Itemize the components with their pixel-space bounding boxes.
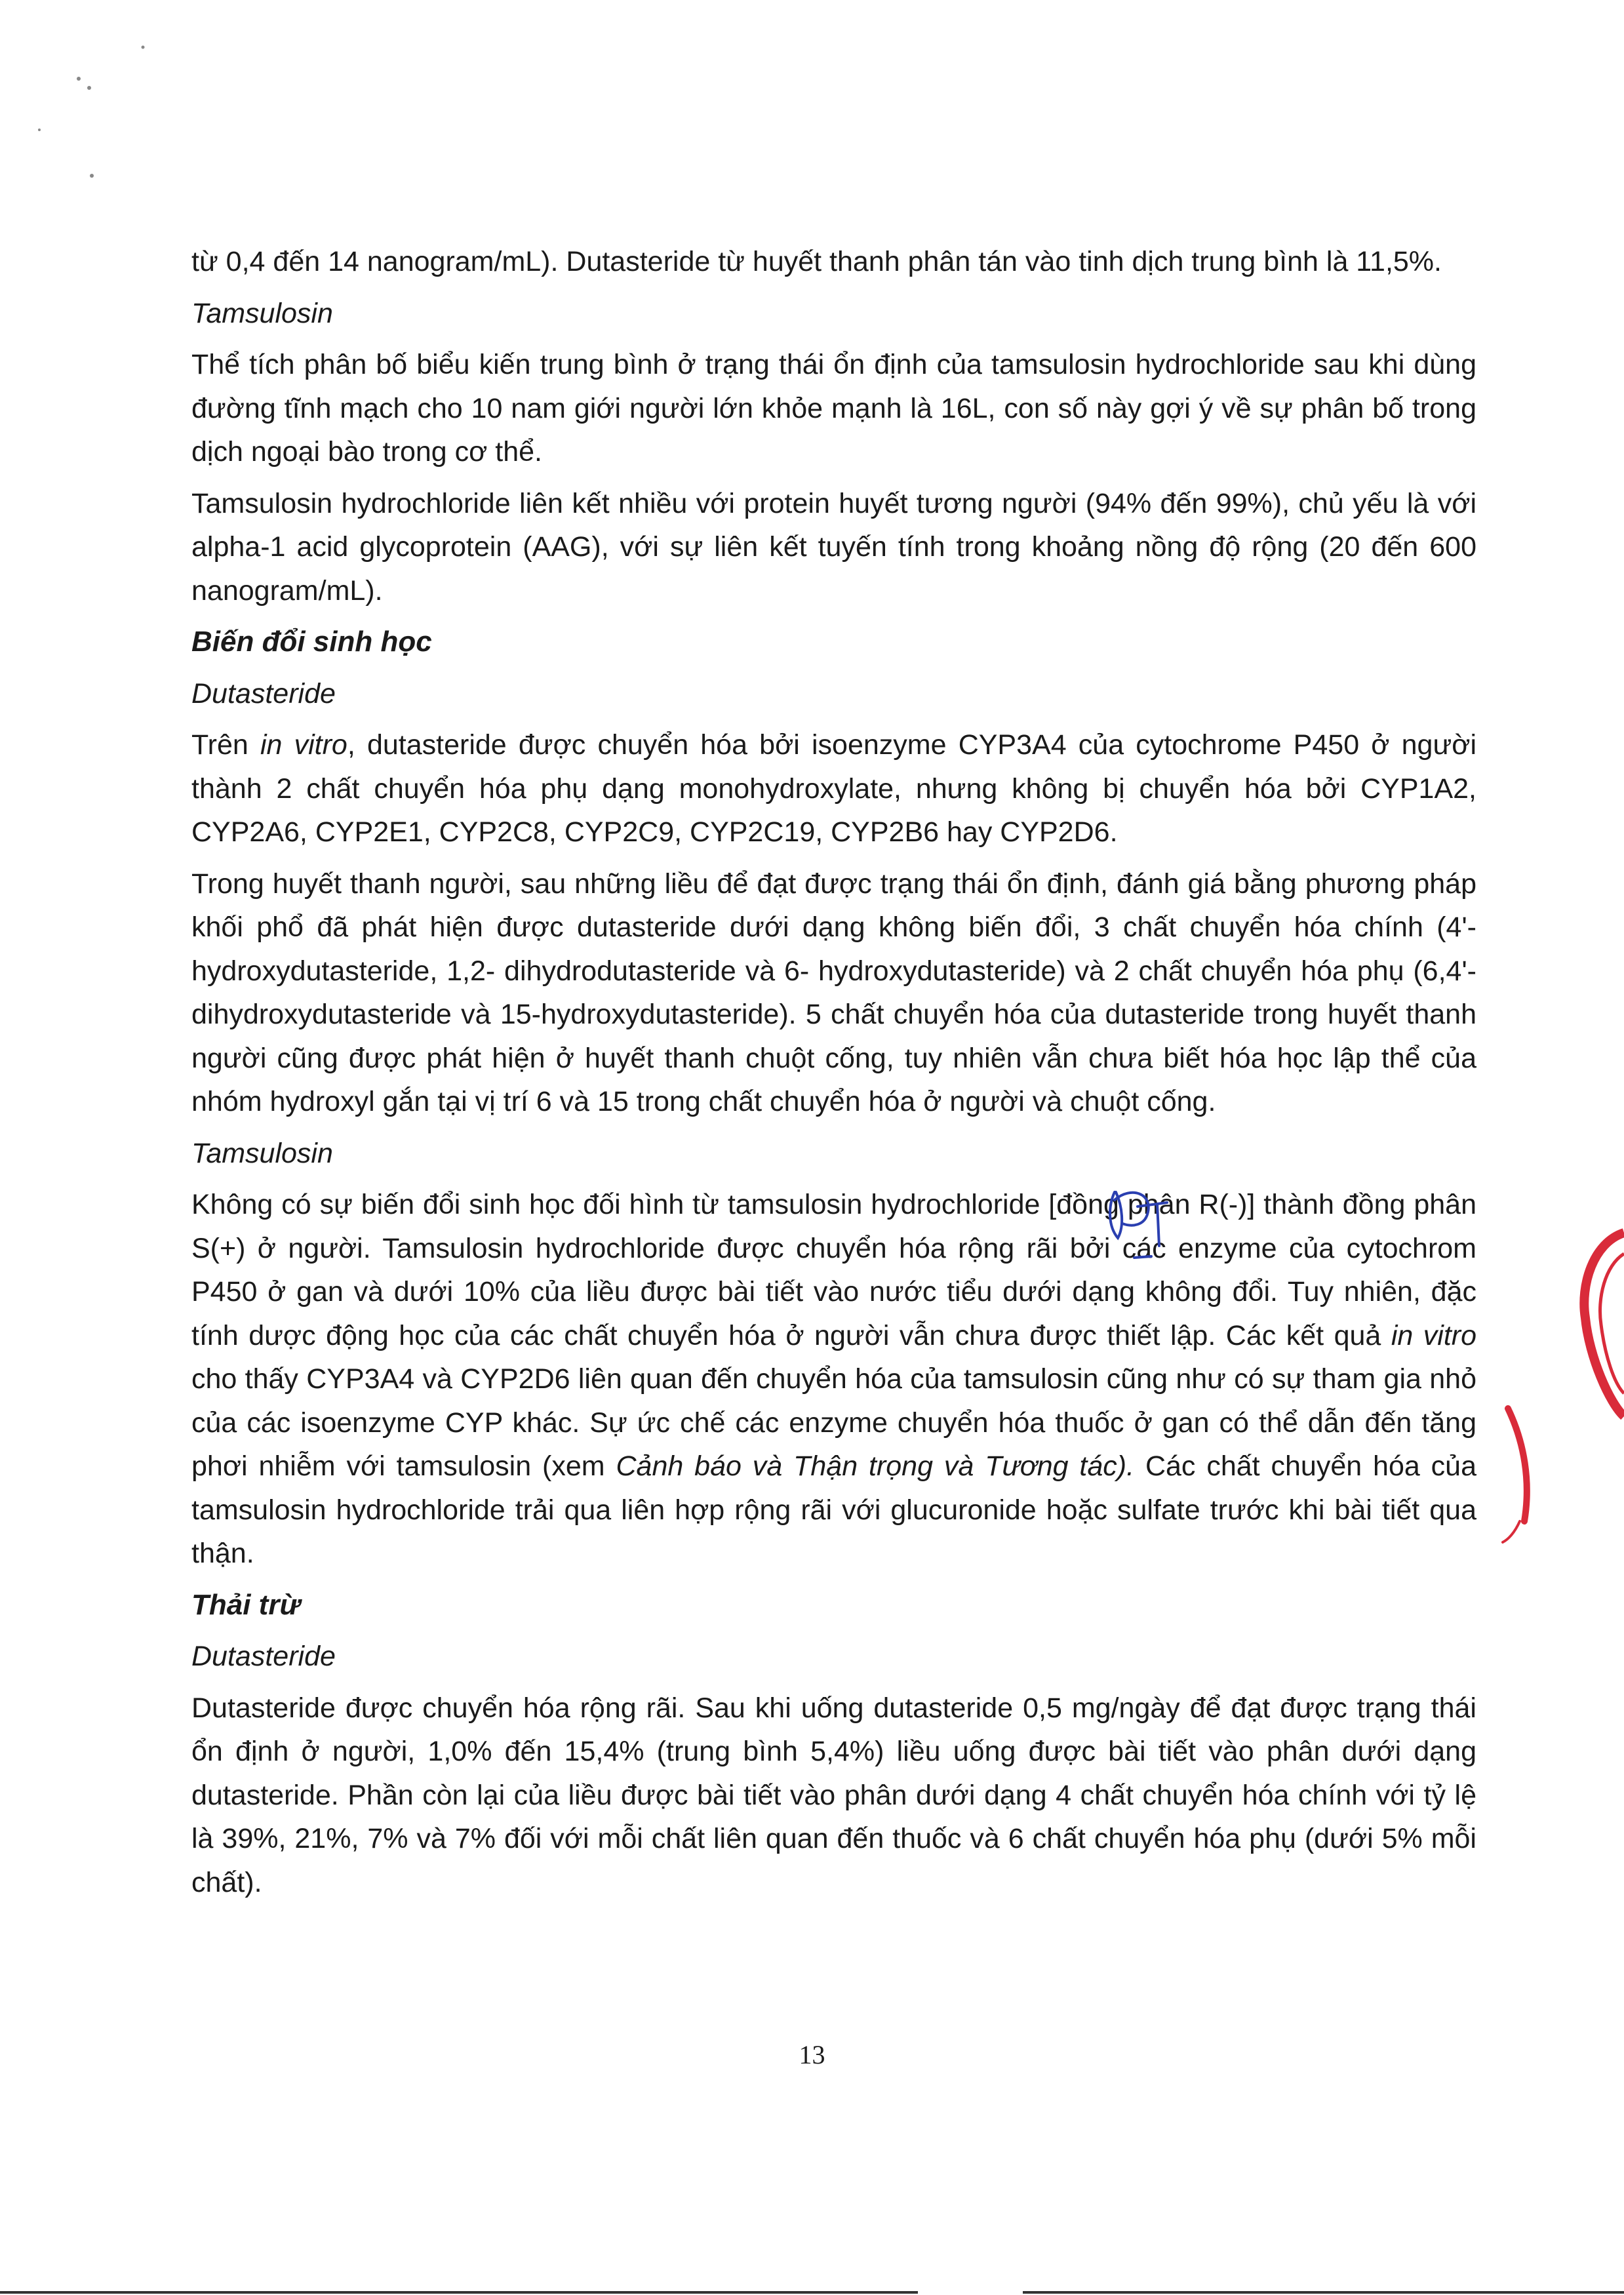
paragraph-protein-binding: Tamsulosin hydrochloride liên kết nhiều với protein huyết tương người (94% đến 99%), chủ yếu là với alpha-1 acid glycoprotein (AAG), với sự liên kết tuyến tính trong khoảng nồng độ rộng (20 đến 600 nanogram/mL). <box>191 487 1476 607</box>
italic-span: in vitro <box>1391 1319 1476 1351</box>
scan-speckle-icon <box>38 46 145 178</box>
paragraph-excretion: Dutasteride được chuyển hóa rộng rãi. Sau khi uống dutasteride 0,5 mg/ngày để đạt được trạng thái ổn định ở người, 1,0% đến 15,4% (trung bình 5,4%) liều uống được bài tiết vào phân dưới dạng dutasteride. Phần còn lại của liều được bài tiết vào phân dưới dạng 4 chất chuyển hóa chính với tỷ lệ là 39%, 21%, 7% và 7% đối với mỗi chất liên quan đến thuốc và 6 chất chuyển hóa phụ (dưới 5% mỗi chất). <box>191 1692 1476 1898</box>
text-span: Trên <box>191 729 260 761</box>
red-stamp-icon <box>1503 1233 1624 1542</box>
text-span: Các chất chuyển hóa của tamsulosin hydrochloride trải qua liên hợp rộng rãi với glucuronide hoặc sulfate trước khi bài tiết qua thận. <box>191 1450 1476 1569</box>
text-span: cho thấy CYP3A4 và CYP2D6 liên quan đến chuyển hóa của tamsulosin cũng như có sự tham gia nhỏ của các isoenzyme CYP khác. Sự ức chế các enzyme chuyển hóa thuốc ở gan có thể dẫn đến tăng phơi nhiễm với tamsulosin (xem <box>191 1363 1476 1482</box>
subheading-dutasteride-2: Dutasteride <box>191 1641 336 1672</box>
page-number: 13 <box>799 2040 825 2069</box>
subheading-tamsulosin-2: Tamsulosin <box>191 1137 333 1169</box>
paragraph-serum-metabolites: Trong huyết thanh người, sau những liều để đạt được trạng thái ổn định, đánh giá bằng phương pháp khối phổ đã phát hiện được dutasteride dưới dạng không biến đổi, 3 chất chuyển hóa chính (4'-hydroxydutasteride, 1,2- dihydrodutasteride và 6- hydroxydutasteride) và 2 chất chuyển hóa phụ (6,4'- dihydroxydutasteride và 15-hydroxydutasteride). 5 chất chuyển hóa của dutasteride trong huyết thanh người cũng được phát hiện ở huyết thanh chuột cống, tuy nhiên vẫn chưa biết hóa học lập thể của nhóm hydroxyl gắn tại vị trí 6 và 15 trong chất chuyển hóa ở người và chuột cống. <box>191 868 1476 1117</box>
paragraph-distribution-end: từ 0,4 đến 14 nanogram/mL). Dutasteride từ huyết thanh phân tán vào tinh dịch trung bình là 11,5%. <box>191 246 1442 277</box>
heading-elimination: Thải trừ <box>191 1588 300 1621</box>
text-span: , dutasteride được chuyển hóa bởi isoenzyme CYP3A4 của cytochrome P450 ở người thành 2 chất chuyển hóa phụ dạng monohydroxylate, nhưng không bị chuyển hóa bởi CYP1A2, CYP2A6, CYP2E1, CYP2C8, CYP2C9, CYP2C19, CYP2B6 hay CYP2D6. <box>191 729 1477 848</box>
heading-biotransformation: Biến đổi sinh học <box>191 626 432 658</box>
paragraph-in-vitro-metabolism <box>191 723 1476 854</box>
subheading-tamsulosin: Tamsulosin <box>191 297 333 329</box>
text-span: Không có sự biến đổi sinh học đối hình từ tamsulosin hydrochloride [đồng phân R(-)] thành đồng phân S(+) ở người. Tamsulosin hydrochloride được chuyển hóa rộng rãi bởi các enzyme của cytochrom P450 ở gan và dưới 10% của liều được bài tiết vào nước tiểu dưới dạng không đổi. Tuy nhiên, đặc tính dược động học của các chất chuyển hóa ở người vẫn chưa được thiết lập. Các kết quả <box>191 1189 1476 1351</box>
italic-span: in vitro <box>260 729 347 761</box>
document-body <box>191 240 1476 1912</box>
italic-span: Cảnh báo và Thận trọng và Tương tác). <box>616 1450 1135 1482</box>
paragraph-tamsulosin-metabolism <box>191 1183 1476 1576</box>
paragraph-volume-distribution: Thể tích phân bố biểu kiến trung bình ở trạng thái ổn định của tamsulosin hydrochloride sau khi dùng đường tĩnh mạch cho 10 nam giới người lớn khỏe mạnh là 16L, con số này gợi ý về sự phân bố trong dịch ngoại bào trong cơ thể. <box>191 349 1476 468</box>
subheading-dutasteride: Dutasteride <box>191 677 336 709</box>
